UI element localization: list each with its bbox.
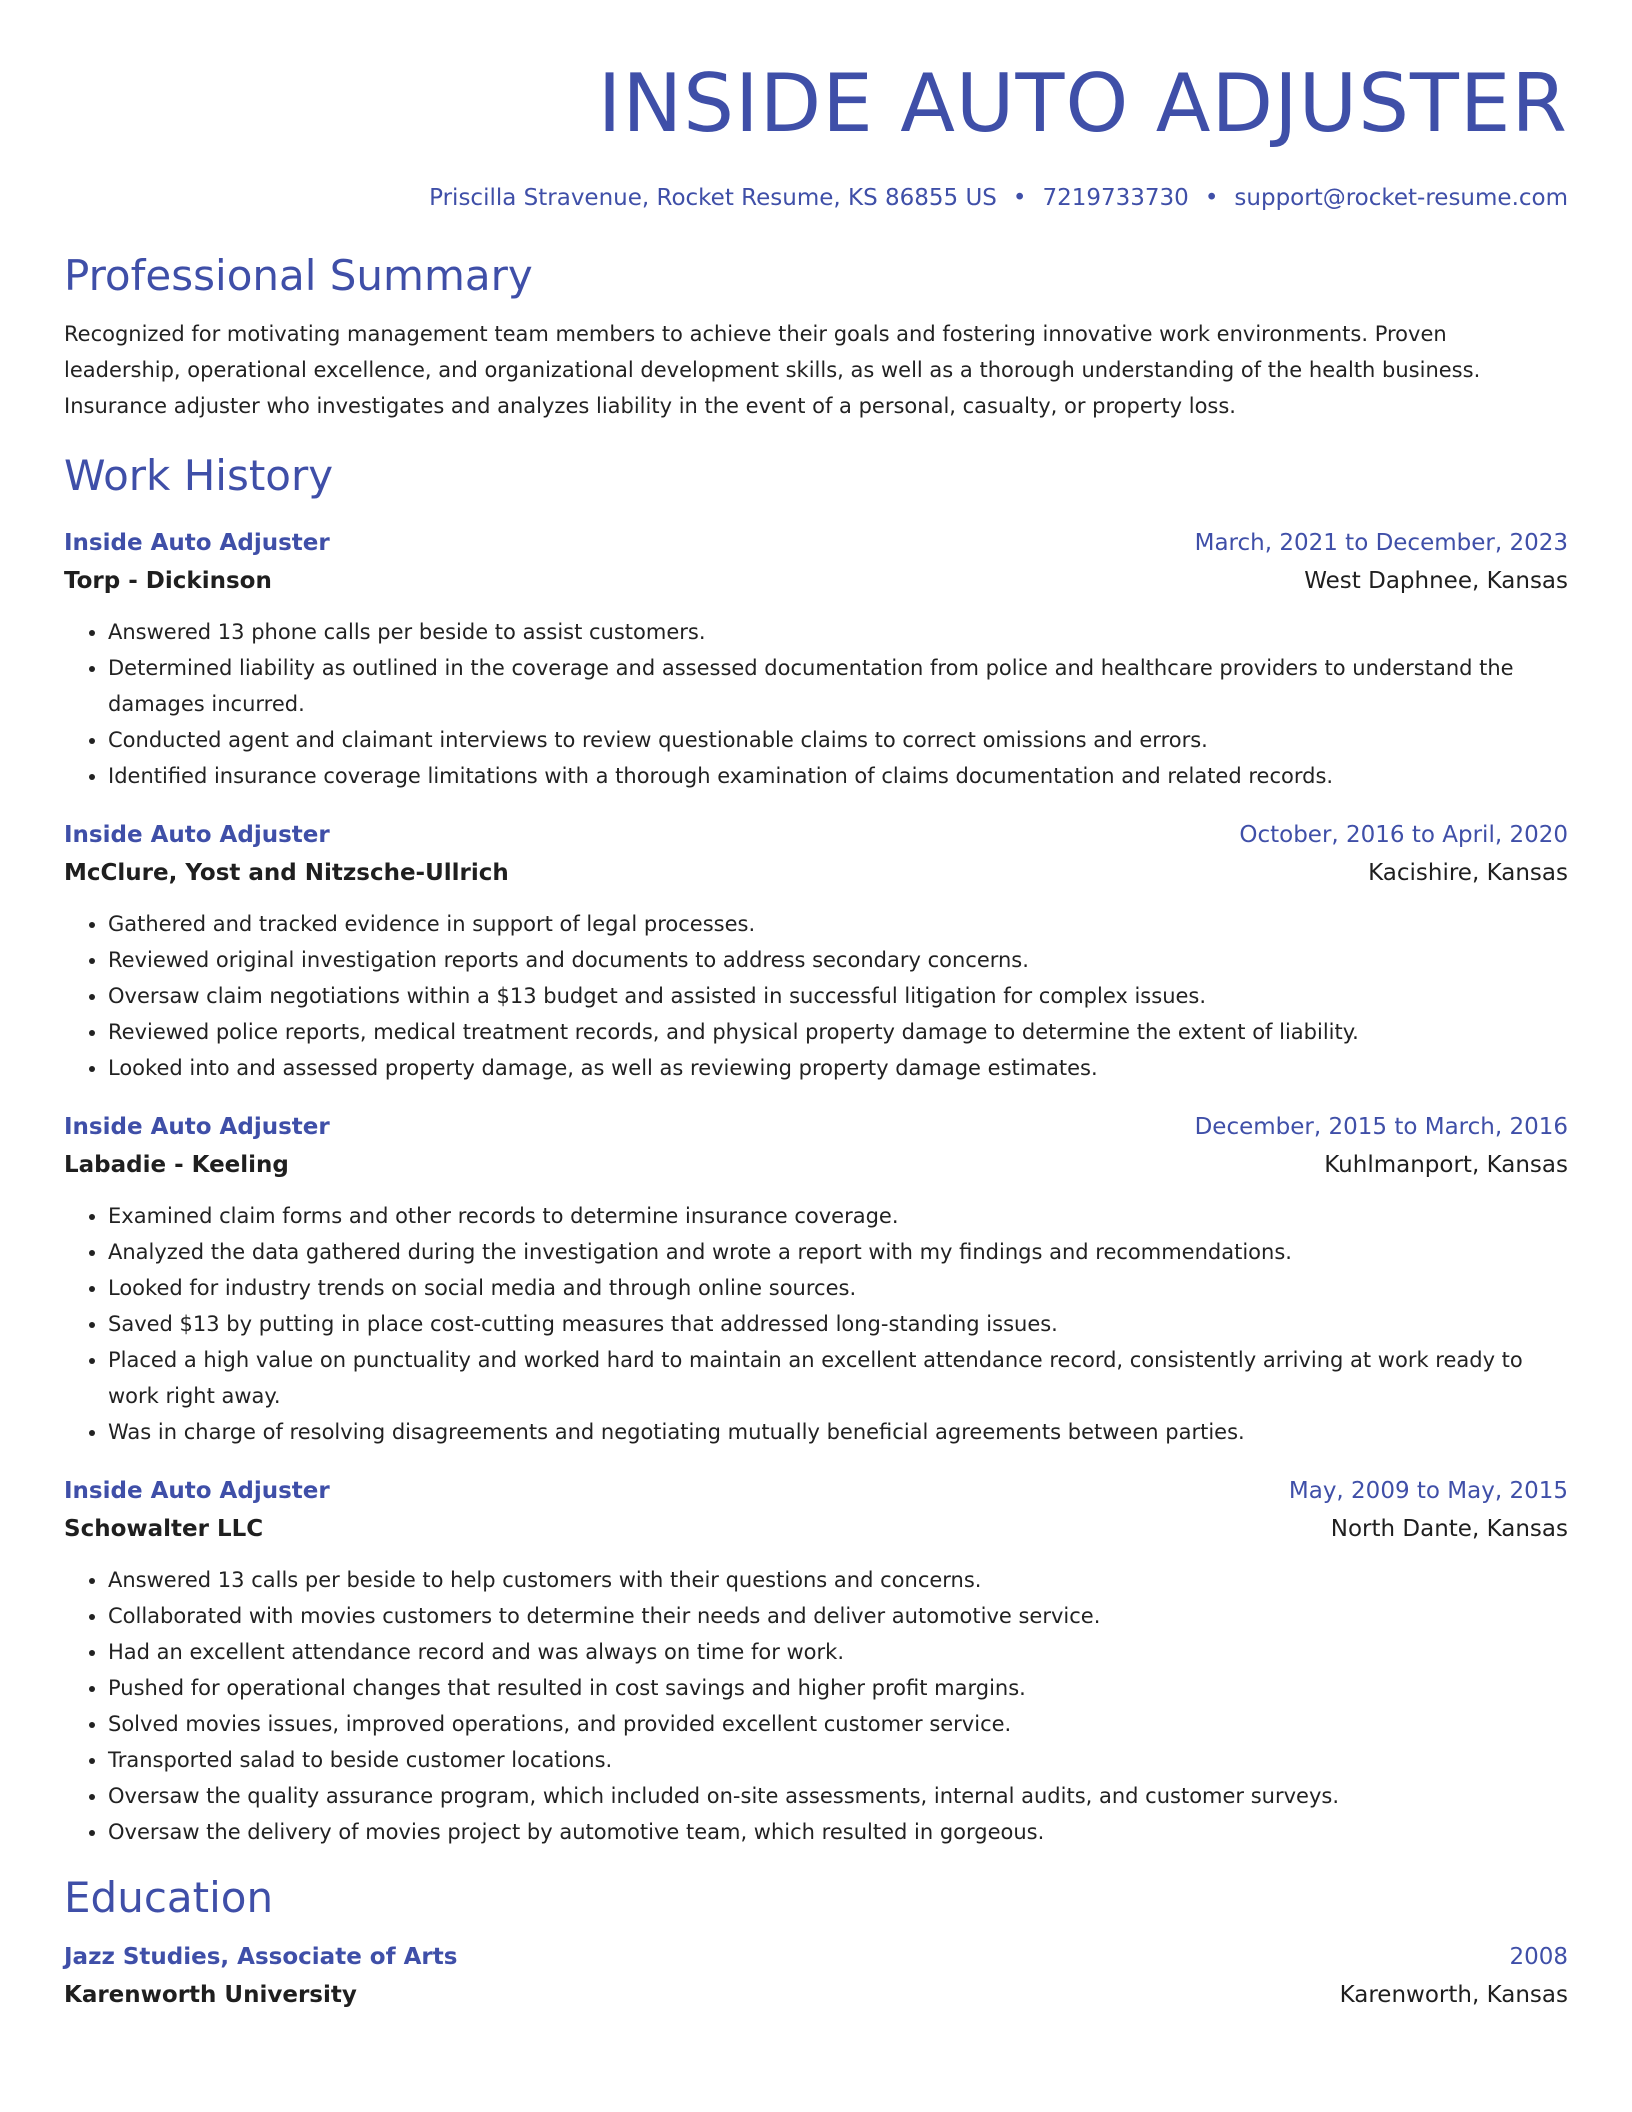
- job-company: McClure, Yost and Nitzsche-Ullrich: [64, 860, 509, 886]
- contact-address: Priscilla Stravenue, Rocket Resume, KS 86855 US: [429, 185, 997, 211]
- job-bullet: • Oversaw the quality assurance program, which included on-site assessments, internal audits, and customer surveys.: [108, 1778, 1568, 1814]
- job-location: West Daphnee, Kansas: [1304, 568, 1568, 594]
- job-dates: October, 2016 to April, 2020: [1239, 822, 1568, 848]
- job-company: Labadie - Keeling: [64, 1152, 289, 1178]
- job-company: Schowalter LLC: [64, 1516, 264, 1542]
- job-bullet: • Gathered and tracked evidence in support of legal processes.: [108, 906, 1568, 942]
- job-location: Kuhlmanport, Kansas: [1324, 1152, 1568, 1178]
- job-entry: [64, 1108, 1568, 1450]
- contact-separator: •: [1204, 185, 1219, 211]
- job-bullet: • Answered 13 calls per beside to help customers with their questions and concerns.: [108, 1562, 1568, 1598]
- job-bullet: • Reviewed original investigation reports and documents to address secondary concerns.: [108, 942, 1568, 978]
- contact-line: [64, 182, 1568, 214]
- job-bullets: [64, 906, 1568, 1086]
- resume-title: INSIDE AUTO ADJUSTER: [597, 57, 1568, 150]
- job-bullets: [64, 614, 1568, 794]
- job-bullet: • Had an excellent attendance record and was always on time for work.: [108, 1634, 1568, 1670]
- job-entry: [64, 1472, 1568, 1850]
- education-degree: Jazz Studies, Associate of Arts: [64, 1944, 458, 1970]
- summary-heading: Professional Summary: [64, 251, 533, 300]
- contact-separator: •: [1012, 185, 1027, 211]
- job-bullet: • Examined claim forms and other records to determine insurance coverage.: [108, 1198, 1568, 1234]
- work-history-heading: Work History: [64, 451, 334, 500]
- education-year: 2008: [1509, 1944, 1568, 1970]
- education-heading: Education: [64, 1873, 274, 1922]
- job-company: Torp - Dickinson: [64, 568, 272, 594]
- job-bullets: [64, 1562, 1568, 1850]
- job-location: Kacishire, Kansas: [1368, 860, 1568, 886]
- job-bullet: • Solved movies issues, improved operations, and provided excellent customer service.: [108, 1706, 1568, 1742]
- contact-phone: 7219733730: [1042, 185, 1189, 211]
- job-bullet: • Looked for industry trends on social media and through online sources.: [108, 1270, 1568, 1306]
- job-bullet: • Conducted agent and claimant interviews to review questionable claims to correct omissions and errors.: [108, 722, 1568, 758]
- job-bullet: • Was in charge of resolving disagreements and negotiating mutually beneficial agreements between parties.: [108, 1414, 1568, 1450]
- education-location: Karenworth, Kansas: [1339, 1982, 1568, 2008]
- job-bullet: • Oversaw the delivery of movies project by automotive team, which resulted in gorgeous.: [108, 1814, 1568, 1850]
- job-title: Inside Auto Adjuster: [64, 822, 330, 848]
- job-bullet: • Determined liability as outlined in the coverage and assessed documentation from police and healthcare providers to understand the damages incurred.: [108, 650, 1568, 722]
- summary-text: Recognized for motivating management team members to achieve their goals and fostering innovative work environments. Proven leadership, operational excellence, and organizational development skills, as well as a thorough understanding of the health business. Insurance adjuster who investigates and analyzes liability in the event of a personal, casualty, or property loss.: [64, 322, 1481, 418]
- job-bullet: • Oversaw claim negotiations within a $13 budget and assisted in successful litigation for complex issues.: [108, 978, 1568, 1014]
- job-bullet: • Answered 13 phone calls per beside to assist customers.: [108, 614, 1568, 650]
- job-dates: March, 2021 to December, 2023: [1194, 530, 1568, 556]
- job-bullet: • Analyzed the data gathered during the investigation and wrote a report with my findings and recommendations.: [108, 1234, 1568, 1270]
- job-dates: May, 2009 to May, 2015: [1288, 1478, 1568, 1504]
- job-bullet: • Looked into and assessed property damage, as well as reviewing property damage estimates.: [108, 1050, 1568, 1086]
- job-entry: [64, 524, 1568, 794]
- job-title: Inside Auto Adjuster: [64, 1114, 330, 1140]
- contact-email: support@rocket-resume.com: [1234, 185, 1568, 211]
- job-bullet: • Identified insurance coverage limitations with a thorough examination of claims documentation and related records.: [108, 758, 1568, 794]
- job-location: North Dante, Kansas: [1330, 1516, 1568, 1542]
- job-bullet: • Transported salad to beside customer locations.: [108, 1742, 1568, 1778]
- job-bullets: [64, 1198, 1568, 1450]
- job-title: Inside Auto Adjuster: [64, 1478, 330, 1504]
- education-school: Karenworth University: [64, 1982, 357, 2008]
- job-title: Inside Auto Adjuster: [64, 530, 330, 556]
- job-entry: [64, 816, 1568, 1086]
- job-bullet: • Pushed for operational changes that resulted in cost savings and higher profit margins.: [108, 1670, 1568, 1706]
- job-bullet: • Collaborated with movies customers to determine their needs and deliver automotive service.: [108, 1598, 1568, 1634]
- job-dates: December, 2015 to March, 2016: [1194, 1114, 1568, 1140]
- job-bullet: • Reviewed police reports, medical treatment records, and physical property damage to determine the extent of liability.: [108, 1014, 1568, 1050]
- job-bullet: • Placed a high value on punctuality and worked hard to maintain an excellent attendance record, consistently arriving at work ready to work right away.: [108, 1342, 1568, 1414]
- education-entry: [64, 1938, 1568, 2014]
- job-bullet: • Saved $13 by putting in place cost-cutting measures that addressed long-standing issues.: [108, 1306, 1568, 1342]
